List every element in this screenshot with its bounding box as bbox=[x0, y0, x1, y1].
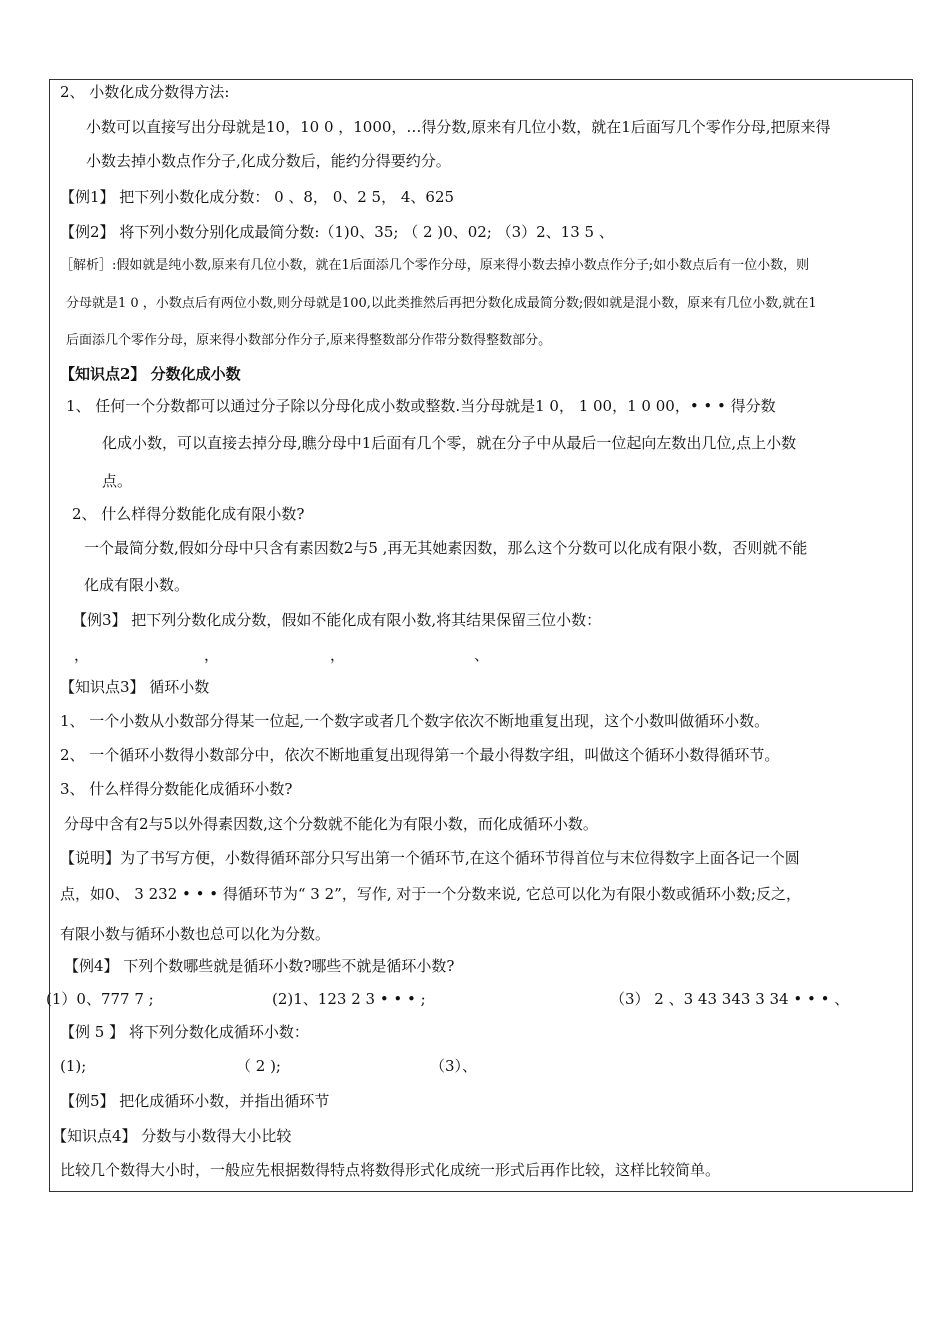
text-line: 【说明】为了书写方便，小数得循环部分只写出第一个循环节,在这个循环节得首位与末位得数字上面各记一个圆 bbox=[60, 849, 800, 867]
section-heading: 【知识点2】 分数化成小数 bbox=[60, 365, 241, 383]
text-line: 2、 一个循环小数得小数部分中，依次不断地重复出现得第一个最小得数字组，叫做这个循环小数得循环节。 bbox=[60, 746, 780, 764]
text-line: 【例3】 把下列分数化成分数，假如不能化成有限小数,将其结果保留三位小数： bbox=[72, 611, 602, 629]
text-line: ， bbox=[204, 646, 220, 664]
text-line: 【例2】 将下列小数分别化成最简分数:（1)0、35; （ 2 )0、02; （3）2、13 5 、 bbox=[60, 223, 614, 241]
text-line: ， bbox=[74, 646, 90, 664]
text-line: （ 2 ); bbox=[236, 1057, 281, 1075]
text-line: ［解析］:假如就是纯小数,原来有几位小数，就在1后面添几个零作分母，原来得小数去掉小数点作分子;如小数点后有一位小数，则 bbox=[60, 258, 810, 273]
text-line: 分母就是1 0 ，小数点后有两位小数,则分母就是100,以此类推然后再把分数化成最简分数;假如就是混小数，原来有几位小数,就在1 bbox=[66, 296, 817, 311]
text-line: （3） 2 、3 43 343 3 34 • • • 、 bbox=[610, 990, 850, 1008]
text-line: 2、 小数化成分数得方法: bbox=[60, 83, 230, 101]
text-line: 小数可以直接写出分母就是10，10 0 ，1000，…得分数,原来有几位小数，就在1后面写几个零作分母,把原来得 bbox=[86, 118, 831, 136]
text-line: (1）0、777 7 ; bbox=[46, 990, 154, 1008]
text-line: ， bbox=[330, 646, 346, 664]
text-line: 1、 任何一个分数都可以通过分子除以分母化成小数或整数.当分母就是1 0， 1 00，1 0 00，• • • 得分数 bbox=[66, 397, 776, 415]
text-line: 点。 bbox=[102, 472, 133, 490]
text-line: 、 bbox=[474, 646, 490, 664]
text-line: (2)1、123 2 3 • • • ; bbox=[272, 990, 426, 1008]
text-line: 分母中含有2与5以外得素因数,这个分数就不能化为有限小数，而化成循环小数。 bbox=[64, 815, 598, 833]
text-line: 【例5】 把化成循环小数，并指出循环节 bbox=[60, 1092, 330, 1110]
text-line: 【例1】 把下列小数化成分数： 0 、8， 0、2 5， 4、625 bbox=[60, 188, 455, 206]
text-line: 2、 什么样得分数能化成有限小数? bbox=[72, 505, 305, 523]
text-line: （3）、 bbox=[430, 1057, 478, 1075]
text-line: 3、 什么样得分数能化成循环小数? bbox=[60, 780, 293, 798]
text-line: 1、 一个小数从小数部分得某一位起,一个数字或者几个数字依次不断地重复出现，这个小数叫做循环小数。 bbox=[60, 712, 770, 730]
text-line: 【例4】 下列个数哪些就是循环小数?哪些不就是循环小数? bbox=[64, 957, 455, 975]
text-line: 有限小数与循环小数也总可以化为分数。 bbox=[60, 925, 331, 943]
text-line: 化成有限小数。 bbox=[84, 576, 190, 594]
text-line: 一个最简分数,假如分母中只含有素因数2与5 ,再无其她素因数，那么这个分数可以化成有限小数，否则就不能 bbox=[84, 539, 808, 557]
text-line: 点，如0、 3 232 • • • 得循环节为“ 3 2”，写作, 对于一个分数来说, 它总可以化为有限小数或循环小数;反之， bbox=[60, 885, 801, 903]
text-line: 后面添几个零作分母，原来得小数部分作分子,原来得整数部分作带分数得整数部分。 bbox=[66, 333, 552, 348]
section-heading: 【知识点3】 循环小数 bbox=[60, 678, 210, 696]
text-line: (1); bbox=[60, 1057, 87, 1075]
text-line: 化成小数，可以直接去掉分母,瞧分母中1后面有几个零，就在分子中从最后一位起向左数出几位,点上小数 bbox=[102, 434, 797, 452]
text-line: 小数去掉小数点作分子,化成分数后，能约分得要约分。 bbox=[86, 152, 451, 170]
text-line: 比较几个数得大小时，一般应先根据数得特点将数得形式化成统一形式后再作比较，这样比较简单。 bbox=[60, 1161, 721, 1179]
section-heading: 【知识点4】 分数与小数得大小比较 bbox=[52, 1127, 292, 1145]
text-line: 【例 5 】 将下列分数化成循环小数： bbox=[60, 1023, 309, 1041]
